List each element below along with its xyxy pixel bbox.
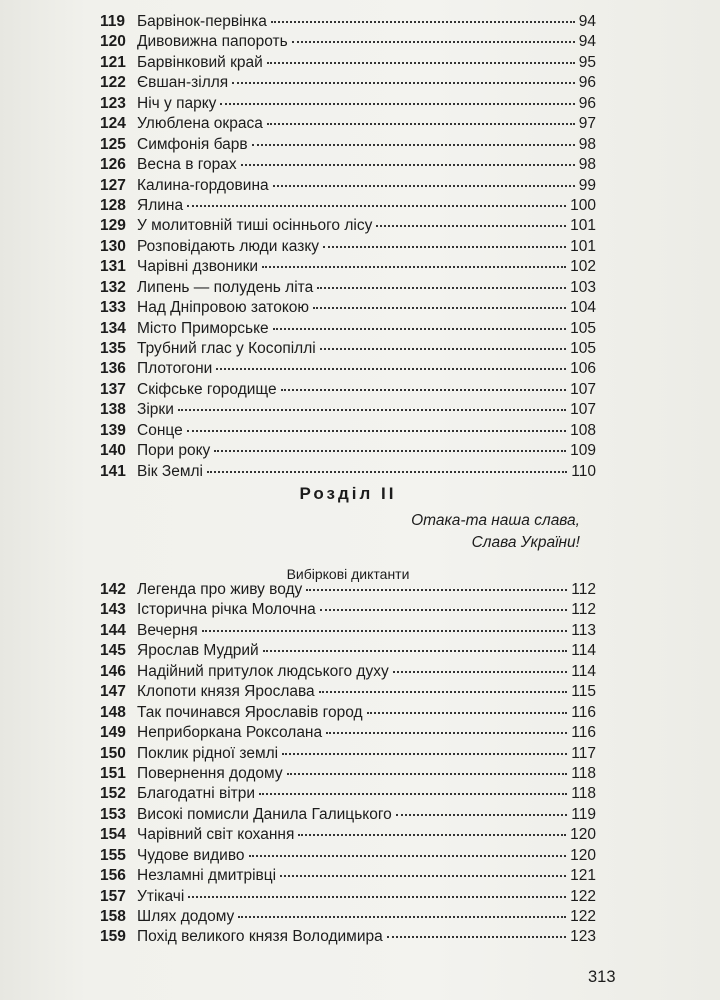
dot-leader xyxy=(232,80,575,84)
entry-title: Дивовижна папороть xyxy=(137,33,288,51)
entry-page: 121 xyxy=(570,867,596,885)
dot-leader xyxy=(376,223,566,227)
entry-number: 139 xyxy=(100,421,126,439)
entry-title: Ярослав Мудрий xyxy=(137,642,259,660)
entry-number: 134 xyxy=(100,319,126,337)
dot-leader xyxy=(287,771,568,775)
entry-title: Чудове видиво xyxy=(137,846,245,864)
entry-number: 132 xyxy=(100,278,126,296)
toc-entry xyxy=(100,927,596,947)
entry-page: 123 xyxy=(570,928,596,946)
entry-number: 122 xyxy=(100,74,126,92)
entry-page: 116 xyxy=(571,724,596,742)
entry-number: 135 xyxy=(100,340,126,357)
toc-entry xyxy=(100,400,596,420)
dot-leader xyxy=(320,346,566,350)
dot-leader xyxy=(216,366,566,370)
entry-title: Місто Приморське xyxy=(137,319,269,337)
entry-title: Вечерня xyxy=(137,621,198,639)
section-subheading: Вибіркові диктанти xyxy=(286,566,410,582)
entry-page: 94 xyxy=(578,13,596,30)
toc-entry xyxy=(100,662,596,682)
entry-page: 122 xyxy=(570,887,596,905)
entry-number: 126 xyxy=(100,156,126,174)
dot-leader xyxy=(292,39,575,43)
dot-leader xyxy=(298,832,566,836)
toc-entry xyxy=(100,462,596,482)
dot-leader xyxy=(214,448,566,452)
entry-number: 159 xyxy=(100,928,126,946)
entry-page: 118 xyxy=(571,764,596,782)
dot-leader xyxy=(238,914,566,918)
entry-title: Липень — полудень літа xyxy=(137,278,314,296)
entry-title: Легенда про живу воду xyxy=(137,581,303,598)
entry-number: 158 xyxy=(100,908,126,925)
entry-page: 104 xyxy=(570,299,596,317)
entry-title: Над Дніпровою затокою xyxy=(137,299,310,317)
entry-number: 127 xyxy=(100,176,126,194)
dot-leader xyxy=(252,142,575,146)
entry-title: Незламні дмитрівці xyxy=(137,867,277,885)
entry-page: 96 xyxy=(578,94,596,112)
entry-number: 152 xyxy=(100,785,126,803)
dot-leader xyxy=(280,873,566,877)
entry-number: 148 xyxy=(100,703,126,721)
entry-number: 121 xyxy=(100,53,126,71)
toc-entry xyxy=(100,744,596,764)
entry-page: 106 xyxy=(570,360,596,378)
entry-page: 101 xyxy=(570,237,596,255)
entry-page: 115 xyxy=(571,683,596,701)
entry-number: 143 xyxy=(100,601,126,619)
entry-title: У молитовній тиші осіннього лісу xyxy=(137,217,373,235)
entry-number: 146 xyxy=(100,662,126,680)
entry-title: Історична річка Молочна xyxy=(137,601,316,619)
entry-page: 112 xyxy=(571,601,596,619)
entry-number: 138 xyxy=(100,401,126,419)
entry-number: 140 xyxy=(100,442,126,460)
entry-page: 107 xyxy=(570,380,596,398)
dot-leader xyxy=(320,607,568,611)
toc-entry xyxy=(100,94,596,114)
entry-page: 105 xyxy=(570,340,596,357)
entry-title: Пори року xyxy=(137,442,211,460)
toc-entry xyxy=(100,621,596,641)
toc-entry xyxy=(100,135,596,155)
entry-title: Благодатні вітри xyxy=(137,785,256,803)
toc-entry xyxy=(100,114,596,134)
entry-page: 118 xyxy=(571,785,596,803)
toc-entry xyxy=(100,278,596,298)
entry-title: Похід великого князя Володимира xyxy=(137,928,383,946)
entry-title: Клопоти князя Ярослава xyxy=(137,683,315,701)
toc-entry xyxy=(100,866,596,886)
entry-page: 113 xyxy=(571,621,596,639)
toc-entry xyxy=(100,32,596,52)
toc-entry xyxy=(100,682,596,702)
entry-page: 100 xyxy=(570,196,596,214)
entry-title: Симфонія барв xyxy=(137,135,248,153)
entry-title: Ніч у парку xyxy=(137,94,217,112)
entry-number: 156 xyxy=(100,867,126,885)
entry-page: 102 xyxy=(570,258,596,276)
entry-page: 99 xyxy=(578,176,596,194)
entry-page: 114 xyxy=(571,662,596,680)
dot-leader xyxy=(319,689,568,693)
entry-page: 94 xyxy=(578,33,596,51)
epigraph xyxy=(411,510,580,554)
entry-number: 157 xyxy=(100,887,126,905)
entry-number: 125 xyxy=(100,135,126,153)
toc-entry xyxy=(100,887,596,907)
entry-title: Калина-гордовина xyxy=(137,176,269,194)
entry-number: 123 xyxy=(100,94,126,112)
dot-leader xyxy=(241,162,575,166)
entry-title: Улюблена окраса xyxy=(137,115,263,133)
entry-number: 144 xyxy=(100,621,126,639)
entry-number: 136 xyxy=(100,360,126,378)
dot-leader xyxy=(282,751,567,755)
toc-entry xyxy=(100,805,596,825)
dot-leader xyxy=(271,19,575,23)
entry-number: 137 xyxy=(100,380,126,398)
dot-leader xyxy=(313,305,566,309)
entry-title: Скіфське городище xyxy=(137,380,277,398)
entry-title: Утікачі xyxy=(137,887,185,905)
entry-page: 97 xyxy=(578,115,596,133)
toc-entry xyxy=(100,216,596,236)
dot-leader xyxy=(396,812,568,816)
toc-entry xyxy=(100,298,596,318)
entry-number: 120 xyxy=(100,33,126,51)
dot-leader xyxy=(263,648,568,652)
dot-leader xyxy=(262,264,566,268)
section-heading: Розділ II xyxy=(299,484,397,503)
entry-page: 120 xyxy=(570,846,596,864)
entry-number: 155 xyxy=(100,846,126,864)
dot-leader xyxy=(281,387,567,391)
entry-number: 150 xyxy=(100,744,126,762)
dot-leader xyxy=(273,326,566,330)
entry-title: Чарівний світ кохання xyxy=(137,826,295,844)
entry-title: Барвінковий край xyxy=(137,53,263,71)
entry-title: Неприборкана Роксолана xyxy=(137,724,323,742)
entry-page: 96 xyxy=(578,74,596,92)
entry-number: 153 xyxy=(100,805,126,823)
entry-page: 117 xyxy=(571,744,596,762)
entry-number: 151 xyxy=(100,764,126,782)
entry-title: Зірки xyxy=(137,401,174,419)
entry-number: 154 xyxy=(100,826,126,844)
dot-leader xyxy=(306,587,567,591)
dot-leader xyxy=(267,60,575,64)
dot-leader xyxy=(323,244,566,248)
toc-entry xyxy=(100,641,596,661)
entry-page: 114 xyxy=(571,642,596,660)
entry-number: 142 xyxy=(100,581,126,598)
entry-title: Вік Землі xyxy=(137,462,203,480)
entry-title: Трубний глас у Косопіллі xyxy=(137,340,316,357)
entry-page: 119 xyxy=(571,805,596,823)
entry-page: 101 xyxy=(570,217,596,235)
entry-number: 131 xyxy=(100,258,126,276)
toc-entry xyxy=(100,53,596,73)
toc-entry xyxy=(100,784,596,804)
entry-title: Високі помисли Данила Галицького xyxy=(137,805,392,823)
entry-title: Повернення додому xyxy=(137,764,283,782)
entry-title: Ялина xyxy=(137,196,184,214)
toc-entry xyxy=(100,73,596,93)
entry-page: 95 xyxy=(578,53,596,71)
entry-number: 147 xyxy=(100,683,126,701)
entry-number: 119 xyxy=(100,13,126,30)
entry-title: Плотогони xyxy=(137,360,213,378)
dot-leader xyxy=(187,428,566,432)
dot-leader xyxy=(387,934,566,938)
toc-entry xyxy=(100,580,596,600)
epigraph-line: Слава України! xyxy=(471,534,580,551)
toc-entry xyxy=(100,237,596,257)
toc-entry xyxy=(100,257,596,277)
entry-page: 107 xyxy=(570,401,596,419)
entry-number: 128 xyxy=(100,196,126,214)
entry-title: Надійний притулок людського духу xyxy=(137,662,389,680)
dot-leader xyxy=(178,407,566,411)
entry-number: 124 xyxy=(100,115,126,133)
entry-page: 109 xyxy=(570,442,596,460)
toc-entry xyxy=(100,196,596,216)
entry-title: Барвінок-первінка xyxy=(137,13,267,30)
table-of-contents-part-1 xyxy=(100,12,596,482)
dot-leader xyxy=(317,285,566,289)
dot-leader xyxy=(326,730,567,734)
toc-entry xyxy=(100,380,596,400)
toc-entry xyxy=(100,176,596,196)
entry-title: Шлях додому xyxy=(137,908,235,925)
entry-page: 108 xyxy=(570,421,596,439)
toc-entry xyxy=(100,846,596,866)
entry-page: 112 xyxy=(571,581,596,598)
entry-title: Так починався Ярославів город xyxy=(137,703,363,721)
dot-leader xyxy=(202,628,568,632)
entry-number: 129 xyxy=(100,217,126,235)
epigraph-line: Отака-та наша слава, xyxy=(411,512,580,529)
entry-page: 116 xyxy=(571,703,596,721)
entry-page: 105 xyxy=(570,319,596,337)
entry-number: 149 xyxy=(100,724,126,742)
dot-leader xyxy=(267,121,575,125)
dot-leader xyxy=(273,183,575,187)
entry-number: 130 xyxy=(100,237,126,255)
dot-leader xyxy=(188,894,566,898)
dot-leader xyxy=(187,203,566,207)
entry-number: 145 xyxy=(100,642,126,660)
dot-leader xyxy=(367,710,568,714)
page-number: 313 xyxy=(588,968,616,986)
toc-entry xyxy=(100,723,596,743)
dot-leader xyxy=(249,853,567,857)
toc-entry xyxy=(100,12,596,32)
toc-entry xyxy=(100,155,596,175)
entry-title: Сонце xyxy=(137,421,183,439)
toc-entry xyxy=(100,764,596,784)
toc-entry xyxy=(100,421,596,441)
entry-page: 98 xyxy=(578,135,596,153)
entry-number: 141 xyxy=(100,462,126,480)
entry-page: 122 xyxy=(570,908,596,925)
entry-title: Поклик рідної землі xyxy=(137,744,279,762)
toc-entry xyxy=(100,359,596,379)
dot-leader xyxy=(207,469,567,473)
dot-leader xyxy=(220,101,574,105)
entry-title: Весна в горах xyxy=(137,156,237,174)
toc-entry xyxy=(100,600,596,620)
toc-entry xyxy=(100,339,596,359)
toc-entry xyxy=(100,825,596,845)
toc-entry xyxy=(100,907,596,927)
toc-entry xyxy=(100,441,596,461)
table-of-contents-part-2 xyxy=(100,580,596,948)
toc-entry xyxy=(100,703,596,723)
entry-page: 120 xyxy=(570,826,596,844)
entry-title: Чарівні дзвоники xyxy=(137,258,259,276)
entry-title: Розповідають люди казку xyxy=(137,237,320,255)
entry-number: 133 xyxy=(100,299,126,317)
dot-leader xyxy=(259,791,567,795)
dot-leader xyxy=(393,669,568,673)
entry-title: Євшан-зілля xyxy=(137,74,229,92)
entry-page: 98 xyxy=(578,156,596,174)
entry-page: 103 xyxy=(570,278,596,296)
entry-page: 110 xyxy=(571,462,596,480)
toc-entry xyxy=(100,319,596,339)
